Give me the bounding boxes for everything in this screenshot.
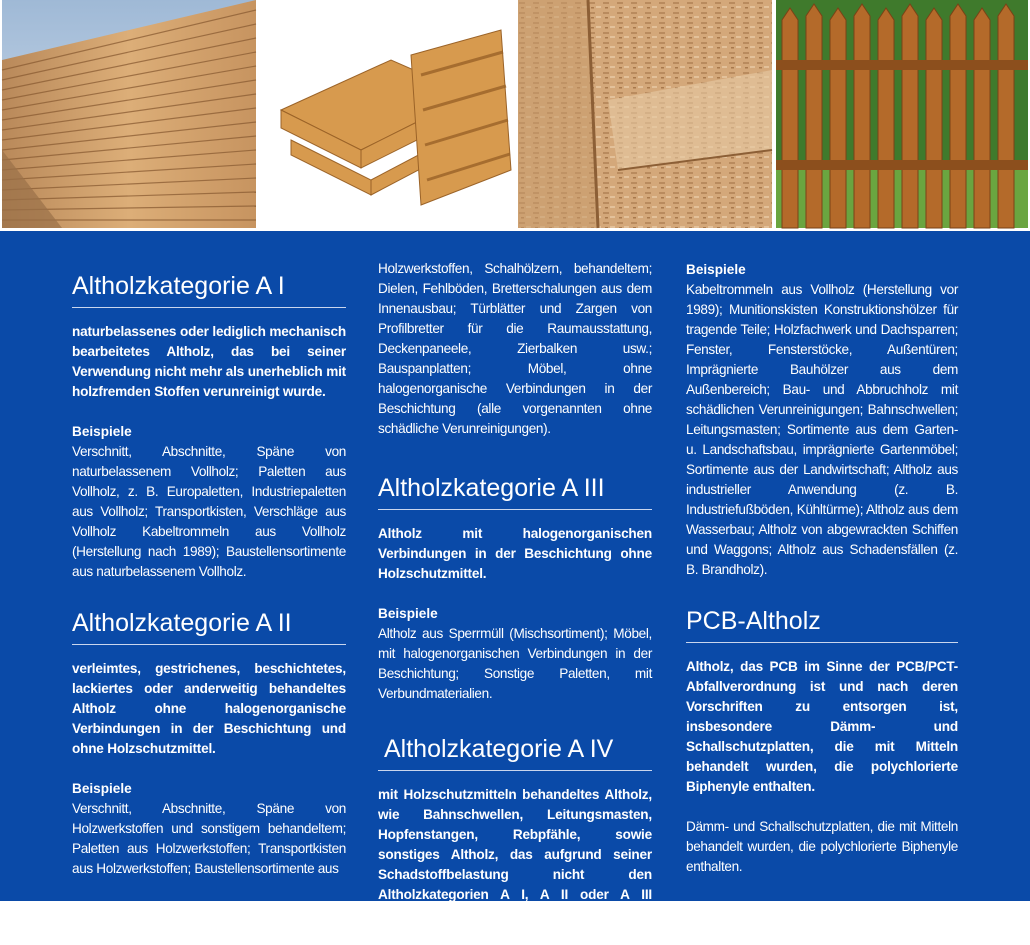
divider [378, 770, 652, 771]
heading-a2: Altholzkategorie A II [72, 609, 292, 637]
content-panel [0, 231, 1030, 942]
photo-strip [0, 0, 1030, 231]
lumber-stack-image [2, 0, 256, 228]
divider [686, 642, 958, 643]
a1-examples-title: Beispiele [72, 424, 132, 439]
divider [72, 644, 346, 645]
a3-lead: Altholz mit halogenorganischen Verbindungen in der Beschichtung ohne Holzschutzmittel. [378, 526, 652, 581]
a4-examples: Kabeltrommeln aus Vollholz (Herstellung vor 1989); Munitionskisten Konstruktionshölzer für tragende Teile; Holzfachwerk und Dachsparren; Fenster, Fensterstöcke, Außentüren; Imprägnierte Bauhölzer aus dem Außenbereich; Bau- und Abbruchholz mit schädlichen Verunreinigungen; Bahnschwellen; Leitungsmasten; Sortimente aus dem Garten- u. Landschaftsbau, imprägnierte Gartenmöbel; Sortimente aus der Landwirtschaft; Altholz aus industrieller Anwendung (z. B. Industriefußböden, Kühltürme); Altholz aus dem Wasserbau; Altholz von abgewrackten Schiffen und Waggons; Altholz aus Schadensfällen (z. B. Brandholz). [686, 282, 958, 577]
a3-examples: Altholz aus Sperrmüll (Mischsortiment); Möbel, mit halogenorganischen Verbindungen in der Beschichtung; Sonstige Paletten, mit Verbundmaterialien. [378, 626, 652, 701]
a2-lead: verleimtes, gestrichenes, beschichtetes, lackiertes oder anderweitig behandeltes Altholz ohne halogenorganische Verbindungen in der Beschichtung und ohne Holzschutzmittel. [72, 661, 346, 756]
heading-a4: Altholzkategorie A IV [384, 735, 614, 763]
a1-examples: Verschnitt, Abschnitte, Späne von naturbelassenem Vollholz; Paletten aus Vollholz, z. B. Europaletten, Industriepaletten aus Vollholz; Transportkisten, Verschläge aus Vollholz Kabeltrommeln aus Vollholz (Herstellung nach 1989); Baustellensortimente aus naturbelassenem Vollholz. [72, 444, 346, 579]
chipboard-image [518, 0, 772, 228]
heading-pcb: PCB-Altholz [686, 607, 821, 635]
column-1 [72, 231, 346, 901]
a2-examples-continued: Holzwerkstoffen, Schalhölzern, behandeltem; Dielen, Fehlböden, Bretterschalungen aus dem Innenausbau; Türblätter und Zargen von Profilbretter für die Raumausstattung, Deckenpaneele, Zierbalken usw.; Bauspanplatten; Möbel, ohne halogenorganische Verbindungen in der Beschichtung (alle vorgenannten ohne schädliche Verunreinigungen). [378, 261, 652, 436]
wooden-pallets-image [261, 0, 515, 228]
wooden-fence-image [776, 0, 1028, 228]
heading-a1: Altholzkategorie A I [72, 272, 285, 300]
heading-a3: Altholzkategorie A III [378, 474, 605, 502]
a2-examples: Verschnitt, Abschnitte, Späne von Holzwerkstoffen und sonstigem behandeltem; Paletten aus Holzwerkstoffen; Transportkisten aus Holzwerkstoffen; Baustellensortimente aus [72, 801, 346, 876]
a3-examples-title: Beispiele [378, 606, 438, 621]
a2-examples-title: Beispiele [72, 781, 132, 796]
divider [72, 307, 346, 308]
a4-examples-title: Beispiele [686, 262, 746, 277]
pcb-lead: Altholz, das PCB im Sinne der PCB/PCT-Abfallverordnung ist und nach deren Vorschriften zu entsorgen ist, insbesondere Dämm- und Schallschutzplatten, die mit Mitteln behandelt wurden, die polychlorierte Biphenyle enthalten. [686, 659, 958, 794]
column-3 [686, 231, 958, 901]
divider [378, 509, 652, 510]
a1-lead: naturbelassenes oder lediglich mechanisch bearbeitetes Altholz, das bei seiner Verwendung nicht mehr als unerheblich mit holzfremden Stoffen verunreinigt wurde. [72, 324, 346, 399]
column-2 [378, 231, 652, 942]
pcb-text: Dämm- und Schallschutzplatten, die mit Mitteln behandelt wurden, die polychlorierte Biphenyle enthalten. [686, 819, 958, 874]
a4-lead: mit Holzschutzmitteln behandeltes Altholz, wie Bahnschwellen, Leitungsmasten, Hopfenstangen, Rebpfähle, sowie sonstiges Altholz, das aufgrund seiner Schadstoffbelastung nicht den Altholzkategorien A I, A II oder A III zugeordnet werden kann, ausgenommen PCB-Altholz. [378, 787, 652, 942]
